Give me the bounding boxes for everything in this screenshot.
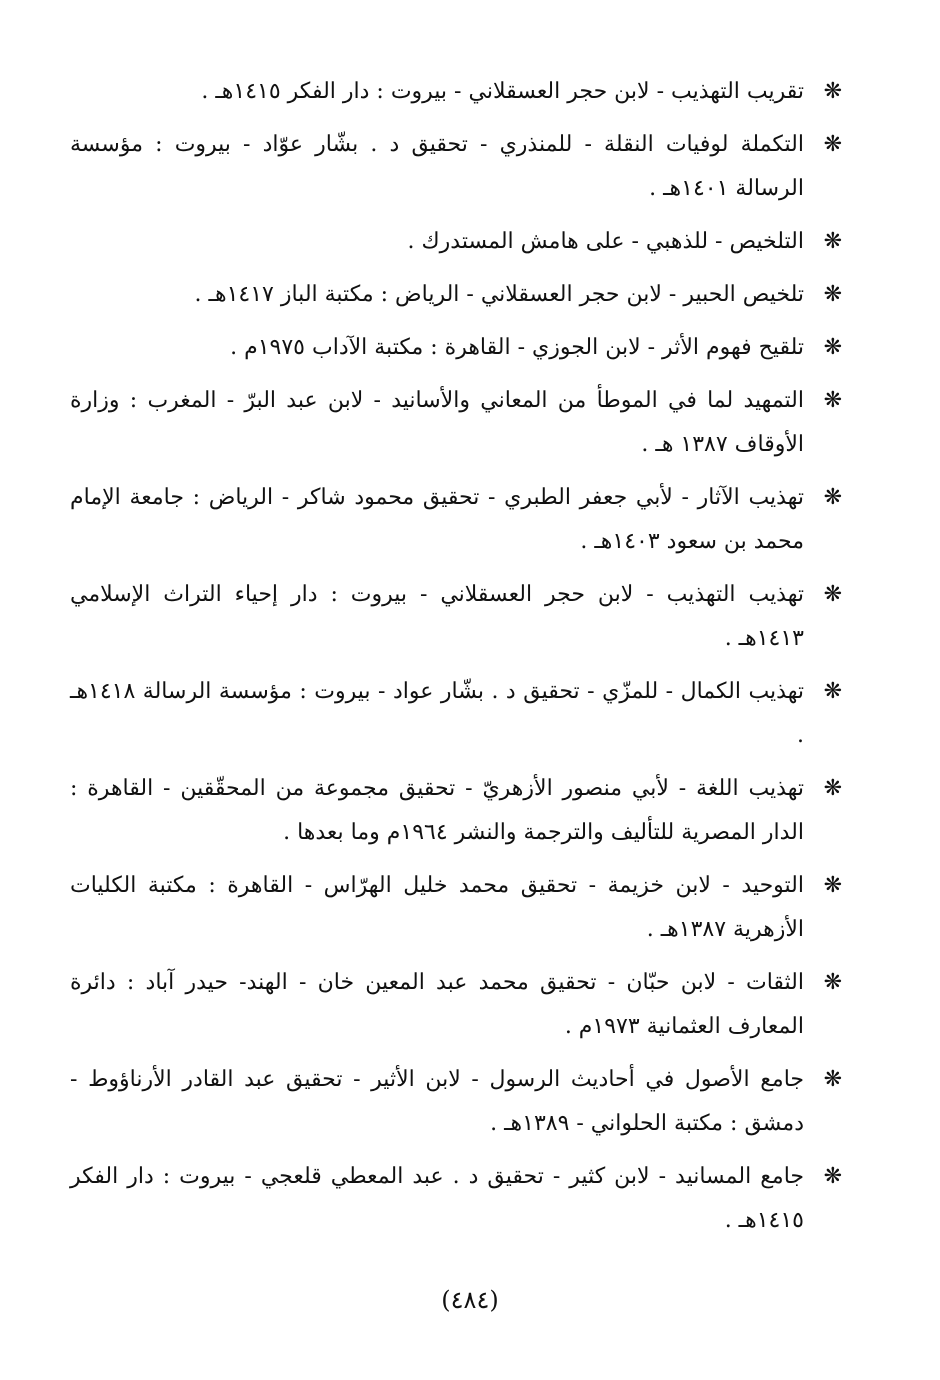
bibliography-entry [70,326,842,370]
bibliography-entry [70,573,842,661]
asterisk-bullet-icon: ❋ [823,679,842,704]
entry-text: الثقات - لابن حبّان - تحقيق محمد عبد المعين خان - الهند- حيدر آباد : دائرة المعارف العثمانية ١٩٧٣م . [70,970,804,1039]
bibliography-entry [70,1155,842,1243]
bibliography-entry [70,379,842,467]
entry-text: جامع المسانيد - لابن كثير - تحقيق د . عبد المعطي قلعجي - بيروت : دار الفكر ١٤١٥هـ . [70,1164,804,1233]
asterisk-bullet-icon: ❋ [823,582,842,607]
entry-text: تهذيب الآثار - لأبي جعفر الطبري - تحقيق محمود شاكر - الرياض : جامعة الإمام محمد بن سعود ١٤٠٣هـ . [70,485,804,554]
page-number: (٤٨٤) [441,1286,499,1314]
entry-text: التكملة لوفيات النقلة - للمنذري - تحقيق د . بشّار عوّاد - بيروت : مؤسسة الرسالة ١٤٠١هـ . [70,132,804,201]
bibliography-entry [70,864,842,952]
asterisk-bullet-icon: ❋ [823,873,842,898]
bibliography-entry [70,476,842,564]
entry-text: تهذيب الكمال - للمزّي - تحقيق د . بشّار عواد - بيروت : مؤسسة الرسالة ١٤١٨هـ . [70,679,804,748]
asterisk-bullet-icon: ❋ [823,1067,842,1092]
entry-text: تهذيب التهذيب - لابن حجر العسقلاني - بيروت : دار إحياء التراث الإسلامي ١٤١٣هـ . [70,582,804,651]
bibliography-entry [70,767,842,855]
entry-text: التلخيص - للذهبي - على هامش المستدرك . [407,229,804,254]
asterisk-bullet-icon: ❋ [823,229,842,254]
bibliography-entry [70,670,842,758]
entry-text: جامع الأصول في أحاديث الرسول - لابن الأثير - تحقيق عبد القادر الأرناؤوط - دمشق : مكتبة الحلواني - ١٣٨٩هـ . [70,1067,804,1136]
asterisk-bullet-icon: ❋ [823,388,842,413]
asterisk-bullet-icon: ❋ [823,79,842,104]
asterisk-bullet-icon: ❋ [823,335,842,360]
bibliography-list [70,70,842,1252]
bibliography-entry [70,70,842,114]
entry-text: تلقيح فهوم الأثر - لابن الجوزي - القاهرة : مكتبة الآداب ١٩٧٥م . [230,335,804,360]
asterisk-bullet-icon: ❋ [823,970,842,995]
bibliography-entry [70,220,842,264]
asterisk-bullet-icon: ❋ [823,1164,842,1189]
asterisk-bullet-icon: ❋ [823,776,842,801]
entry-text: تلخيص الحبير - لابن حجر العسقلاني - الرياض : مكتبة الباز ١٤١٧هـ . [194,282,804,307]
bibliography-entry [70,123,842,211]
asterisk-bullet-icon: ❋ [823,132,842,157]
entry-text: التوحيد - لابن خزيمة - تحقيق محمد خليل الهرّاس - القاهرة : مكتبة الكليات الأزهرية ١٣٨٧هـ . [70,873,804,942]
asterisk-bullet-icon: ❋ [823,485,842,510]
entry-text: التمهيد لما في الموطأ من المعاني والأسانيد - لابن عبد البرّ - المغرب : وزارة الأوقاف ١٣٨٧ هـ . [70,388,804,457]
bibliography-entry [70,273,842,317]
entry-text: تهذيب اللغة - لأبي منصور الأزهريّ - تحقيق مجموعة من المحقّقين - القاهرة : الدار المصرية للتأليف والترجمة والنشر ١٩٦٤م وما بعدها . [70,776,804,845]
bibliography-entry [70,961,842,1049]
entry-text: تقريب التهذيب - لابن حجر العسقلاني - بيروت : دار الفكر ١٤١٥هـ . [201,79,804,104]
bibliography-entry [70,1058,842,1146]
asterisk-bullet-icon: ❋ [823,282,842,307]
